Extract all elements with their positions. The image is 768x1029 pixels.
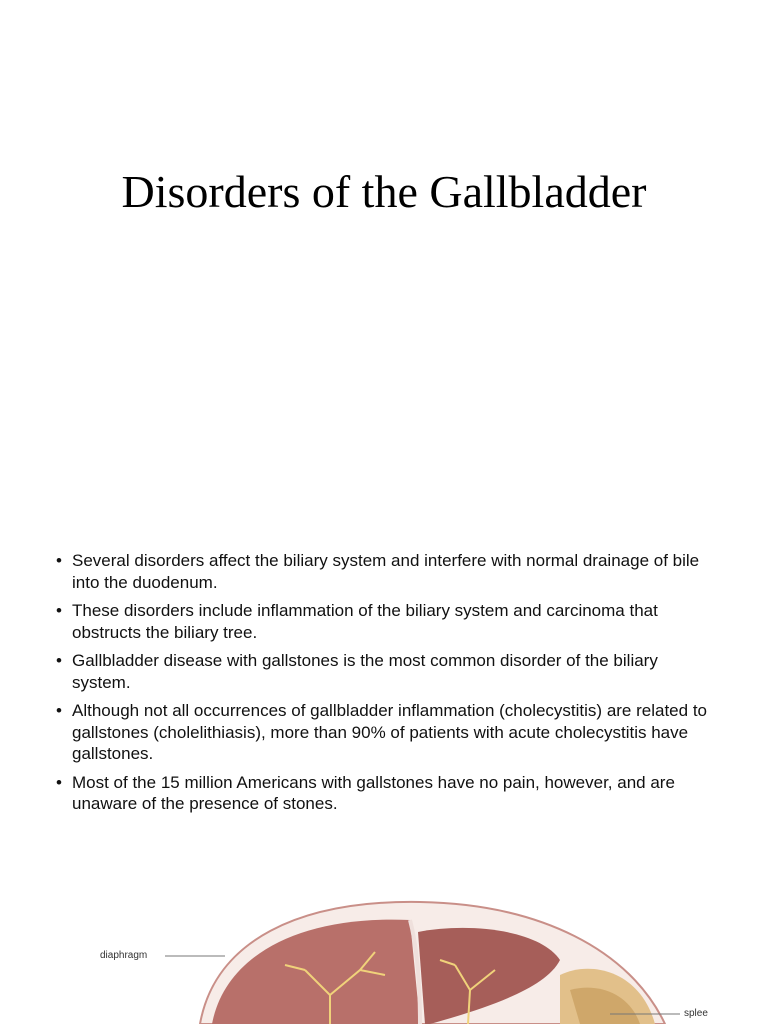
diaphragm-label: diaphragm (100, 950, 148, 961)
liver-right-lobe (212, 920, 420, 1024)
bullet-text: These disorders include inflammation of the biliary system and carcinoma that obstructs the biliary tree. (72, 601, 658, 642)
bullet-item (56, 700, 716, 765)
bullet-dot: • (56, 651, 62, 670)
bullet-text: Several disorders affect the biliary system and interfere with normal drainage of bile into the duodenum. (72, 551, 700, 592)
liver-illustration (0, 870, 768, 1024)
slide-title: Disorders of the Gallbladder (121, 166, 647, 217)
bullet-item (56, 550, 716, 593)
bullet-dot: • (56, 551, 62, 570)
bullet-dot: • (56, 601, 62, 620)
bullet-list (56, 550, 716, 822)
anatomy-figure (0, 870, 768, 1024)
bullet-dot: • (56, 772, 62, 792)
spleen-label: splee (684, 1008, 708, 1019)
bullet-text: Although not all occurrences of gallbladder inflammation (cholecystitis) are related to gallstones (cholelithiasis), more than 90% of patients with acute cholecystitis have gallstones. (72, 701, 707, 763)
bullet-item (56, 772, 716, 815)
bullet-text: Most of the 15 million Americans with gallstones have no pain, however, and are unaware of the presence of stones. (72, 772, 675, 813)
bullet-item (56, 650, 716, 693)
bullet-dot: • (56, 701, 62, 720)
bullet-text: Gallbladder disease with gallstones is the most common disorder of the biliary system. (72, 651, 658, 692)
bullet-item (56, 600, 716, 643)
